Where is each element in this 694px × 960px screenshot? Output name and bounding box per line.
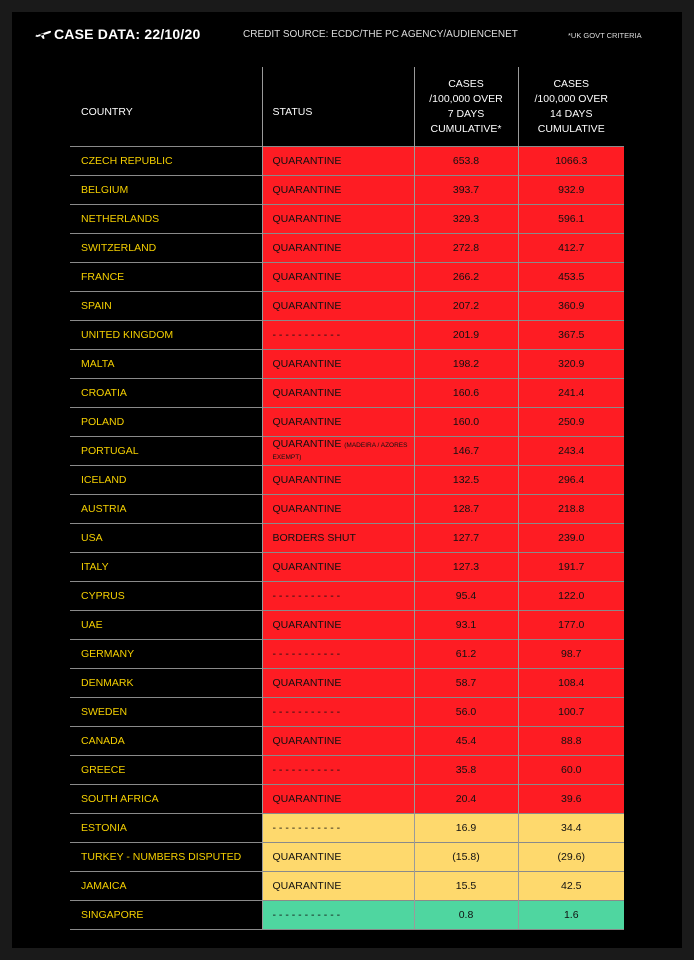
seven-day-value: 16.9 bbox=[414, 814, 518, 843]
table-row bbox=[70, 698, 624, 727]
seven-day-value: 160.0 bbox=[414, 408, 518, 437]
seven-day-value: 35.8 bbox=[414, 756, 518, 785]
status-text: QUARANTINE bbox=[272, 880, 342, 892]
header bbox=[12, 12, 682, 60]
status-text: QUARANTINE bbox=[272, 503, 342, 515]
fourteen-day-value: 296.4 bbox=[518, 466, 624, 495]
status-cell bbox=[262, 727, 414, 756]
table-row bbox=[70, 176, 624, 205]
table-row bbox=[70, 350, 624, 379]
table-row bbox=[70, 321, 624, 350]
status-text: QUARANTINE bbox=[272, 474, 342, 486]
seven-day-value: 266.2 bbox=[414, 263, 518, 292]
header-fourteen-day: CASES /100,000 OVER 14 DAYS CUMULATIVE bbox=[518, 67, 624, 147]
status-cell bbox=[262, 321, 414, 350]
fourteen-day-value: 250.9 bbox=[518, 408, 624, 437]
status-text: QUARANTINE bbox=[272, 438, 342, 450]
country-cell: FRANCE bbox=[70, 263, 262, 292]
table-row bbox=[70, 901, 624, 930]
status-text: QUARANTINE bbox=[272, 155, 342, 167]
country-cell: SWITZERLAND bbox=[70, 234, 262, 263]
table-row bbox=[70, 205, 624, 234]
seven-day-value: 653.8 bbox=[414, 147, 518, 176]
status-cell bbox=[262, 234, 414, 263]
status-cell bbox=[262, 872, 414, 901]
status-cell bbox=[262, 756, 414, 785]
case-data-card bbox=[12, 12, 682, 948]
country-cell: ITALY bbox=[70, 553, 262, 582]
country-cell: CYPRUS bbox=[70, 582, 262, 611]
country-cell: UNITED KINGDOM bbox=[70, 321, 262, 350]
country-cell: MALTA bbox=[70, 350, 262, 379]
seven-day-value: 201.9 bbox=[414, 321, 518, 350]
country-cell: ICELAND bbox=[70, 466, 262, 495]
seven-day-value: 272.8 bbox=[414, 234, 518, 263]
fourteen-day-value: 100.7 bbox=[518, 698, 624, 727]
table-row bbox=[70, 495, 624, 524]
case-data-table bbox=[70, 67, 624, 930]
seven-day-value: 61.2 bbox=[414, 640, 518, 669]
fourteen-day-value: 108.4 bbox=[518, 669, 624, 698]
table-row bbox=[70, 466, 624, 495]
status-cell bbox=[262, 843, 414, 872]
table-row bbox=[70, 872, 624, 901]
status-text: QUARANTINE bbox=[272, 619, 342, 631]
fourteen-day-value: 177.0 bbox=[518, 611, 624, 640]
fourteen-day-value: 98.7 bbox=[518, 640, 624, 669]
country-cell: CANADA bbox=[70, 727, 262, 756]
fourteen-day-value: 320.9 bbox=[518, 350, 624, 379]
status-cell bbox=[262, 263, 414, 292]
status-cell bbox=[262, 901, 414, 930]
seven-day-value: 207.2 bbox=[414, 292, 518, 321]
table-row bbox=[70, 437, 624, 466]
table-row bbox=[70, 843, 624, 872]
status-text: QUARANTINE bbox=[272, 416, 342, 428]
criteria-note: *UK GOVT CRITERIA bbox=[568, 31, 642, 40]
status-text: QUARANTINE bbox=[272, 271, 342, 283]
seven-day-value: (15.8) bbox=[414, 843, 518, 872]
status-text: - - - - - - - - - - - bbox=[272, 822, 341, 834]
seven-day-value: 127.3 bbox=[414, 553, 518, 582]
fourteen-day-value: 1066.3 bbox=[518, 147, 624, 176]
table-row bbox=[70, 147, 624, 176]
status-text: QUARANTINE bbox=[272, 735, 342, 747]
fourteen-day-value: 34.4 bbox=[518, 814, 624, 843]
fourteen-day-value: 360.9 bbox=[518, 292, 624, 321]
seven-day-value: 58.7 bbox=[414, 669, 518, 698]
country-cell: ESTONIA bbox=[70, 814, 262, 843]
seven-day-value: 93.1 bbox=[414, 611, 518, 640]
country-cell: AUSTRIA bbox=[70, 495, 262, 524]
status-cell bbox=[262, 640, 414, 669]
table-row bbox=[70, 611, 624, 640]
country-cell: BELGIUM bbox=[70, 176, 262, 205]
country-cell: SWEDEN bbox=[70, 698, 262, 727]
status-text: QUARANTINE bbox=[272, 793, 342, 805]
fourteen-day-value: 412.7 bbox=[518, 234, 624, 263]
table-row bbox=[70, 785, 624, 814]
country-cell: USA bbox=[70, 524, 262, 553]
status-cell bbox=[262, 466, 414, 495]
header-seven-day: CASES /100,000 OVER 7 DAYS CUMULATIVE* bbox=[414, 67, 518, 147]
status-cell bbox=[262, 524, 414, 553]
fourteen-day-value: 191.7 bbox=[518, 553, 624, 582]
status-text: QUARANTINE bbox=[272, 358, 342, 370]
status-text: QUARANTINE bbox=[272, 561, 342, 573]
seven-day-value: 198.2 bbox=[414, 350, 518, 379]
table-row bbox=[70, 640, 624, 669]
status-text: QUARANTINE bbox=[272, 387, 342, 399]
seven-day-value: 0.8 bbox=[414, 901, 518, 930]
airplane-icon bbox=[34, 28, 52, 40]
seven-day-value: 45.4 bbox=[414, 727, 518, 756]
status-text: BORDERS SHUT bbox=[272, 532, 356, 544]
fourteen-day-value: (29.6) bbox=[518, 843, 624, 872]
status-cell bbox=[262, 785, 414, 814]
table-row bbox=[70, 582, 624, 611]
country-cell: NETHERLANDS bbox=[70, 205, 262, 234]
fourteen-day-value: 241.4 bbox=[518, 379, 624, 408]
status-cell bbox=[262, 350, 414, 379]
status-text: - - - - - - - - - - - bbox=[272, 329, 341, 341]
country-cell: GREECE bbox=[70, 756, 262, 785]
table-row bbox=[70, 669, 624, 698]
status-text: QUARANTINE bbox=[272, 677, 342, 689]
seven-day-value: 15.5 bbox=[414, 872, 518, 901]
header-country: COUNTRY bbox=[81, 105, 133, 118]
fourteen-day-value: 243.4 bbox=[518, 437, 624, 466]
table-row bbox=[70, 814, 624, 843]
status-cell bbox=[262, 553, 414, 582]
country-cell: CZECH REPUBLIC bbox=[70, 147, 262, 176]
seven-day-value: 20.4 bbox=[414, 785, 518, 814]
fourteen-day-value: 60.0 bbox=[518, 756, 624, 785]
table-row bbox=[70, 524, 624, 553]
credit-source: CREDIT SOURCE: ECDC/THE PC AGENCY/AUDIENCENET bbox=[243, 29, 518, 40]
seven-day-value: 56.0 bbox=[414, 698, 518, 727]
fourteen-day-value: 42.5 bbox=[518, 872, 624, 901]
country-cell: SPAIN bbox=[70, 292, 262, 321]
country-cell: UAE bbox=[70, 611, 262, 640]
status-cell bbox=[262, 495, 414, 524]
seven-day-value: 329.3 bbox=[414, 205, 518, 234]
status-text: QUARANTINE bbox=[272, 184, 342, 196]
header-status: STATUS bbox=[262, 67, 414, 147]
table-header-row bbox=[70, 67, 624, 147]
fourteen-day-value: 39.6 bbox=[518, 785, 624, 814]
status-text: QUARANTINE bbox=[272, 213, 342, 225]
status-cell bbox=[262, 147, 414, 176]
table-row bbox=[70, 727, 624, 756]
country-cell: GERMANY bbox=[70, 640, 262, 669]
country-cell: TURKEY - NUMBERS DISPUTED bbox=[70, 843, 262, 872]
country-cell: POLAND bbox=[70, 408, 262, 437]
table-row bbox=[70, 553, 624, 582]
status-cell bbox=[262, 698, 414, 727]
seven-day-value: 132.5 bbox=[414, 466, 518, 495]
status-cell bbox=[262, 408, 414, 437]
status-cell bbox=[262, 292, 414, 321]
table-row bbox=[70, 408, 624, 437]
table-body bbox=[70, 147, 624, 930]
fourteen-day-value: 122.0 bbox=[518, 582, 624, 611]
table-row bbox=[70, 292, 624, 321]
country-cell: PORTUGAL bbox=[70, 437, 262, 466]
status-text: QUARANTINE bbox=[272, 851, 342, 863]
status-text: - - - - - - - - - - - bbox=[272, 764, 341, 776]
status-cell bbox=[262, 437, 414, 466]
seven-day-value: 393.7 bbox=[414, 176, 518, 205]
fourteen-day-value: 88.8 bbox=[518, 727, 624, 756]
status-cell bbox=[262, 379, 414, 408]
status-text: - - - - - - - - - - - bbox=[272, 706, 341, 718]
status-text: QUARANTINE bbox=[272, 242, 342, 254]
table-row bbox=[70, 379, 624, 408]
table-row bbox=[70, 234, 624, 263]
fourteen-day-value: 367.5 bbox=[518, 321, 624, 350]
country-cell: JAMAICA bbox=[70, 872, 262, 901]
fourteen-day-value: 218.8 bbox=[518, 495, 624, 524]
status-text: - - - - - - - - - - - bbox=[272, 590, 341, 602]
seven-day-value: 128.7 bbox=[414, 495, 518, 524]
fourteen-day-value: 1.6 bbox=[518, 901, 624, 930]
country-cell: SINGAPORE bbox=[70, 901, 262, 930]
status-cell bbox=[262, 176, 414, 205]
fourteen-day-value: 932.9 bbox=[518, 176, 624, 205]
table-row bbox=[70, 756, 624, 785]
status-cell bbox=[262, 582, 414, 611]
status-text: - - - - - - - - - - - bbox=[272, 648, 341, 660]
fourteen-day-value: 453.5 bbox=[518, 263, 624, 292]
seven-day-value: 160.6 bbox=[414, 379, 518, 408]
seven-day-value: 146.7 bbox=[414, 437, 518, 466]
fourteen-day-value: 239.0 bbox=[518, 524, 624, 553]
status-text: - - - - - - - - - - - bbox=[272, 909, 341, 921]
country-cell: DENMARK bbox=[70, 669, 262, 698]
seven-day-value: 95.4 bbox=[414, 582, 518, 611]
status-cell bbox=[262, 669, 414, 698]
seven-day-value: 127.7 bbox=[414, 524, 518, 553]
status-cell bbox=[262, 814, 414, 843]
status-note: (MADEIRA / AZORES EXEMPT) bbox=[272, 442, 408, 461]
country-cell: SOUTH AFRICA bbox=[70, 785, 262, 814]
status-text: QUARANTINE bbox=[272, 300, 342, 312]
fourteen-day-value: 596.1 bbox=[518, 205, 624, 234]
status-cell bbox=[262, 205, 414, 234]
country-cell: CROATIA bbox=[70, 379, 262, 408]
status-cell bbox=[262, 611, 414, 640]
case-data-title: CASE DATA: 22/10/20 bbox=[54, 26, 201, 42]
table-row bbox=[70, 263, 624, 292]
